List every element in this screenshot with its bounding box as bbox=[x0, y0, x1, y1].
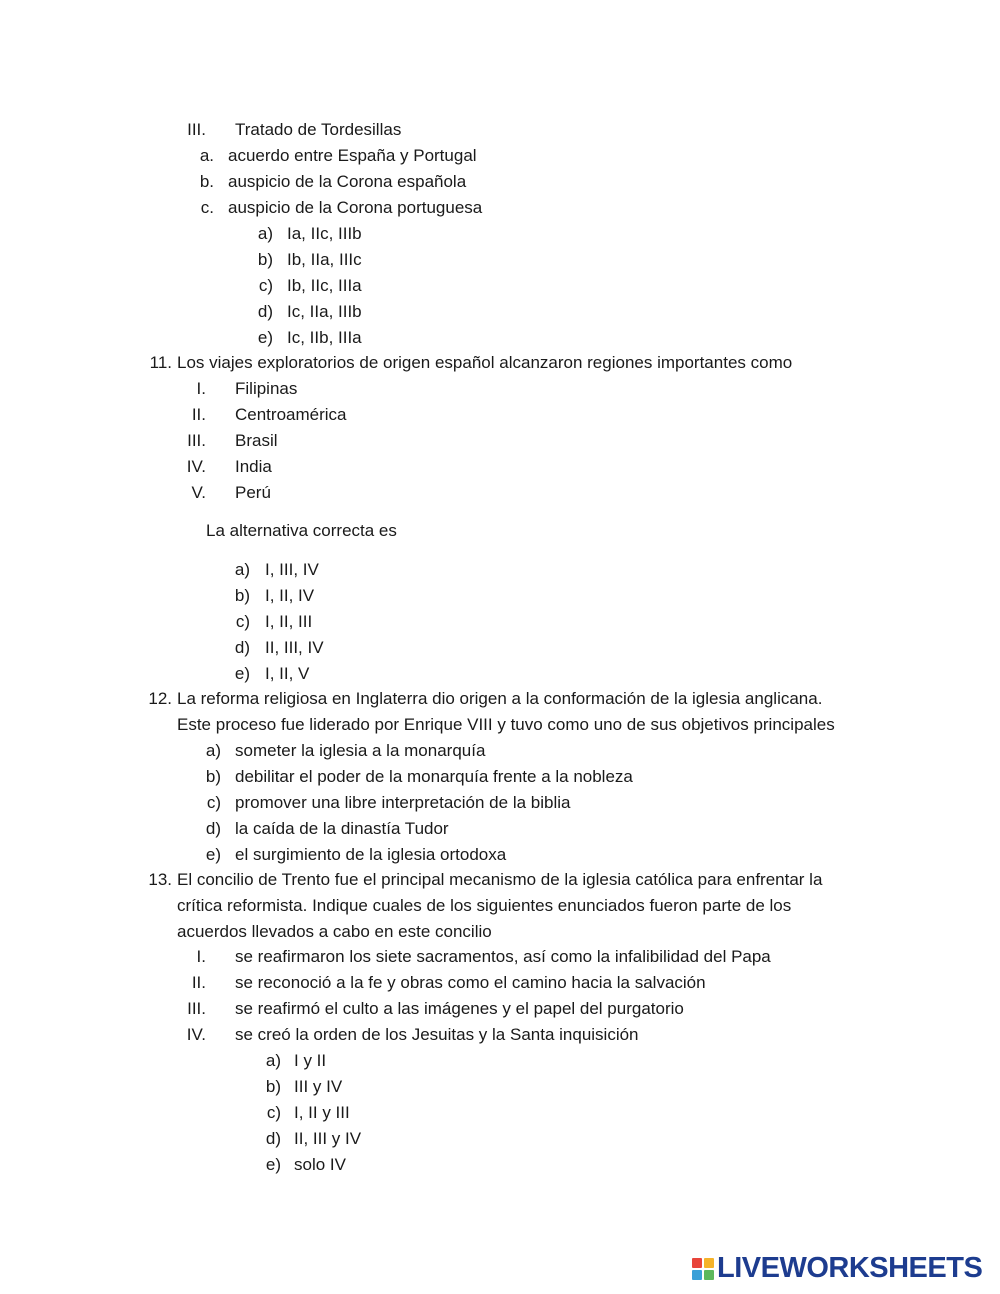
option-marker[interactable]: e) bbox=[265, 1155, 281, 1174]
option-text: I, II y III bbox=[294, 1103, 350, 1122]
option-text: el surgimiento de la iglesia ortodoxa bbox=[235, 845, 507, 864]
option-text: II, III, IV bbox=[265, 638, 324, 657]
option-marker[interactable]: c) bbox=[235, 612, 250, 631]
question-number: 11. bbox=[149, 353, 172, 372]
option-marker[interactable]: b) bbox=[234, 586, 250, 605]
option-marker[interactable]: c) bbox=[258, 276, 273, 295]
liveworksheets-logo bbox=[692, 1254, 992, 1284]
item-marker: III. bbox=[187, 999, 206, 1018]
question-text: crítica reformista. Indique cuales de los siguientes enunciados fueron parte de los bbox=[177, 896, 792, 915]
answer-prompt: La alternativa correcta es bbox=[206, 521, 397, 540]
option-text: debilitar el poder de la monarquía frente a la nobleza bbox=[235, 767, 633, 786]
option-text: I, II, III bbox=[265, 612, 313, 631]
option-text: III y IV bbox=[294, 1077, 343, 1096]
item-text: Tratado de Tordesillas bbox=[235, 120, 402, 139]
option-text: someter la iglesia a la monarquía bbox=[235, 741, 486, 760]
option-text: Ic, IIb, IIIa bbox=[287, 328, 362, 347]
option-marker[interactable]: a) bbox=[234, 560, 250, 579]
option-marker[interactable]: b) bbox=[257, 250, 273, 269]
item-marker: II. bbox=[191, 973, 206, 992]
logo-square bbox=[704, 1270, 714, 1280]
option-text: II, III y IV bbox=[294, 1129, 362, 1148]
option-marker[interactable]: a) bbox=[257, 224, 273, 243]
sub-item-marker: c. bbox=[200, 198, 214, 217]
option-marker[interactable]: e) bbox=[234, 664, 250, 683]
option-marker[interactable]: d) bbox=[265, 1129, 281, 1148]
item-text: Filipinas bbox=[235, 379, 298, 398]
option-text: la caída de la dinastía Tudor bbox=[235, 819, 449, 838]
option-text: Ib, IIa, IIIc bbox=[287, 250, 362, 269]
item-marker: I. bbox=[196, 947, 206, 966]
sub-item-marker: b. bbox=[199, 172, 214, 191]
option-text: I, II, V bbox=[265, 664, 310, 683]
sub-item-text: auspicio de la Corona portuguesa bbox=[228, 198, 483, 217]
item-text: se creó la orden de los Jesuitas y la Santa inquisición bbox=[235, 1025, 639, 1044]
option-text: I, III, IV bbox=[265, 560, 319, 579]
option-text: Ib, IIc, IIIa bbox=[287, 276, 362, 295]
option-marker[interactable]: d) bbox=[234, 638, 250, 657]
question-text: Los viajes exploratorios de origen español alcanzaron regiones importantes como bbox=[177, 353, 793, 372]
item-marker: II. bbox=[191, 405, 206, 424]
question-text: Este proceso fue liderado por Enrique VIII y tuvo como uno de sus objetivos principales bbox=[177, 715, 835, 734]
question-text: acuerdos llevados a cabo en este concilio bbox=[177, 922, 492, 941]
option-marker[interactable]: b) bbox=[205, 767, 221, 786]
item-marker: IV. bbox=[186, 1025, 206, 1044]
logo-text: LIVEWORKSHEETS bbox=[717, 1252, 983, 1284]
question-text: La reforma religiosa en Inglaterra dio origen a la conformación de la iglesia anglicana. bbox=[177, 689, 823, 708]
option-marker[interactable]: d) bbox=[205, 819, 221, 838]
item-marker: IV. bbox=[186, 457, 206, 476]
option-text: I, II, IV bbox=[265, 586, 315, 605]
logo-mark-icon bbox=[692, 1258, 716, 1280]
option-marker[interactable]: b) bbox=[265, 1077, 281, 1096]
item-text: se reconoció a la fe y obras como el camino hacia la salvación bbox=[235, 973, 706, 992]
item-text: Centroamérica bbox=[235, 405, 347, 424]
item-marker: III. bbox=[187, 431, 206, 450]
question-number: 13. bbox=[148, 870, 172, 889]
item-marker: III. bbox=[187, 120, 206, 139]
logo-square bbox=[704, 1258, 714, 1268]
item-text: Perú bbox=[235, 483, 271, 502]
option-text: solo IV bbox=[294, 1155, 346, 1174]
option-marker[interactable]: a) bbox=[265, 1051, 281, 1070]
option-marker[interactable]: e) bbox=[257, 328, 273, 347]
question-number: 12. bbox=[148, 689, 172, 708]
question-text: El concilio de Trento fue el principal mecanismo de la iglesia católica para enfrentar la bbox=[177, 870, 823, 889]
option-text: I y II bbox=[294, 1051, 327, 1070]
item-marker: I. bbox=[196, 379, 206, 398]
logo-square bbox=[692, 1258, 702, 1268]
option-marker[interactable]: a) bbox=[205, 741, 221, 760]
item-text: se reafirmaron los siete sacramentos, así como la infalibilidad del Papa bbox=[235, 947, 771, 966]
option-text: Ic, IIa, IIIb bbox=[287, 302, 362, 321]
logo-square bbox=[692, 1270, 702, 1280]
item-text: Brasil bbox=[235, 431, 278, 450]
sub-item-text: acuerdo entre España y Portugal bbox=[228, 146, 477, 165]
item-marker: V. bbox=[191, 483, 206, 502]
sub-item-marker: a. bbox=[199, 146, 214, 165]
item-text: India bbox=[235, 457, 272, 476]
option-text: Ia, IIc, IIIb bbox=[287, 224, 362, 243]
option-marker[interactable]: c) bbox=[266, 1103, 281, 1122]
option-marker[interactable]: c) bbox=[206, 793, 221, 812]
sub-item-text: auspicio de la Corona española bbox=[228, 172, 467, 191]
item-text: se reafirmó el culto a las imágenes y el papel del purgatorio bbox=[235, 999, 684, 1018]
option-text: promover una libre interpretación de la biblia bbox=[235, 793, 571, 812]
option-marker[interactable]: e) bbox=[205, 845, 221, 864]
option-marker[interactable]: d) bbox=[257, 302, 273, 321]
